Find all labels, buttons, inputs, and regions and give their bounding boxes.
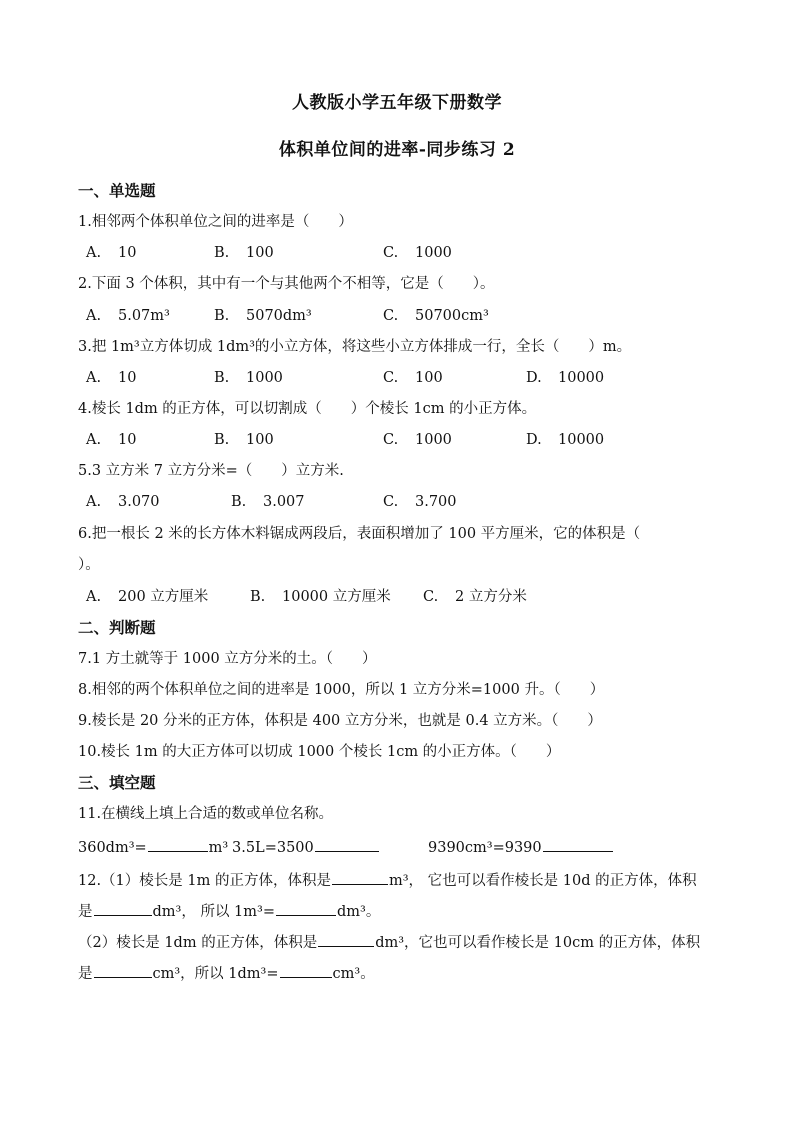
q4-option-b: B. 100	[214, 432, 274, 448]
q1-option-b: B. 100	[214, 245, 274, 261]
q11-item-1: 360dm³= m³	[78, 836, 228, 858]
page-title: 人教版小学五年级下册数学	[292, 93, 502, 113]
q2-option-c: C. 50700cm³	[383, 308, 489, 324]
answer-blank[interactable]	[332, 869, 388, 885]
q6-option-a: A. 200 立方厘米	[86, 589, 209, 605]
answer-blank[interactable]	[318, 931, 374, 947]
section-heading-true-false: 二、判断题	[78, 618, 156, 637]
section-heading-single-choice: 一、单选题	[78, 181, 156, 200]
question-5-stem: 5.3 立方米 7 立方分米=（ ）立方米.	[78, 463, 344, 479]
q3-option-d: D. 10000	[526, 370, 605, 386]
answer-blank[interactable]	[315, 836, 379, 852]
question-12-line-3: （2）棱长是 1dm 的正方体，体积是 dm³，它也可以看作棱长是 10cm 的正方体，体积	[78, 931, 728, 953]
question-12-line-1: 12.（1）棱长是 1m 的正方体，体积是 m³， 它也可以看作棱长是 10d 的正方体，体积	[78, 869, 728, 891]
q3-option-a: A. 10	[86, 370, 137, 386]
q4-option-d: D. 10000	[526, 432, 605, 448]
answer-blank[interactable]	[148, 836, 208, 852]
question-1-stem: 1.相邻两个体积单位之间的进率是（ ）	[78, 214, 353, 230]
answer-blank[interactable]	[280, 962, 332, 978]
question-10: 10.棱长 1m 的大正方体可以切成 1000 个棱长 1cm 的小正方体。（ ）	[78, 744, 561, 760]
answer-blank[interactable]	[94, 962, 152, 978]
q1-option-a: A. 10	[86, 245, 137, 261]
question-8: 8.相邻的两个体积单位之间的进率是 1000，所以 1 立方分米=1000 升。（ ）	[78, 682, 605, 698]
q3-option-c: C. 100	[383, 370, 443, 386]
question-6-stem: 6.把一根长 2 米的长方体木料锯成两段后，表面积增加了 100 平方厘米，它的体积是（	[78, 526, 641, 542]
section-heading-fill-in: 三、填空题	[78, 773, 156, 792]
question-12-line-4: 是 cm³，所以 1dm³= cm³。	[78, 962, 728, 984]
question-6-stem-continued: ）。	[78, 557, 100, 573]
q3-option-b: B. 1000	[214, 370, 283, 386]
question-11-stem: 11.在横线上填上合适的数或单位名称。	[78, 806, 334, 822]
q2-option-a: A. 5.07m³	[86, 308, 170, 324]
question-3-stem: 3.把 1m³立方体切成 1dm³的小立方体，将这些小立方体排成一行，全长（ ）m。	[78, 339, 632, 355]
page-subtitle: 体积单位间的进率-同步练习 2	[278, 140, 516, 160]
question-12-line-2: 是 dm³， 所以 1m³= dm³。	[78, 900, 728, 922]
q5-option-c: C. 3.700	[383, 494, 457, 510]
question-4-stem: 4.棱长 1dm 的正方体，可以切割成（ ）个棱长 1cm 的小正方体。	[78, 401, 537, 417]
q5-option-b: B. 3.007	[231, 494, 305, 510]
question-9: 9.棱长是 20 分米的正方体，体积是 400 立方分米，也就是 0.4 立方米。（ ）	[78, 713, 602, 729]
q6-option-b: B. 10000 立方厘米	[250, 589, 391, 605]
q4-option-a: A. 10	[86, 432, 137, 448]
q6-option-c: C. 2 立方分米	[423, 589, 527, 605]
q1-option-c: C. 1000	[383, 245, 452, 261]
q2-option-b: B. 5070dm³	[214, 308, 312, 324]
question-2-stem: 2.下面 3 个体积，其中有一个与其他两个不相等，它是（ ）。	[78, 276, 495, 292]
q11-item-3: 9390cm³=9390	[428, 836, 614, 858]
answer-blank[interactable]	[543, 836, 613, 852]
q11-item-2: 3.5L=3500	[232, 836, 380, 858]
answer-blank[interactable]	[94, 900, 152, 916]
q4-option-c: C. 1000	[383, 432, 452, 448]
answer-blank[interactable]	[276, 900, 336, 916]
question-7: 7.1 方土就等于 1000 立方分米的土。（ ）	[78, 651, 377, 667]
q5-option-a: A. 3.070	[86, 494, 160, 510]
